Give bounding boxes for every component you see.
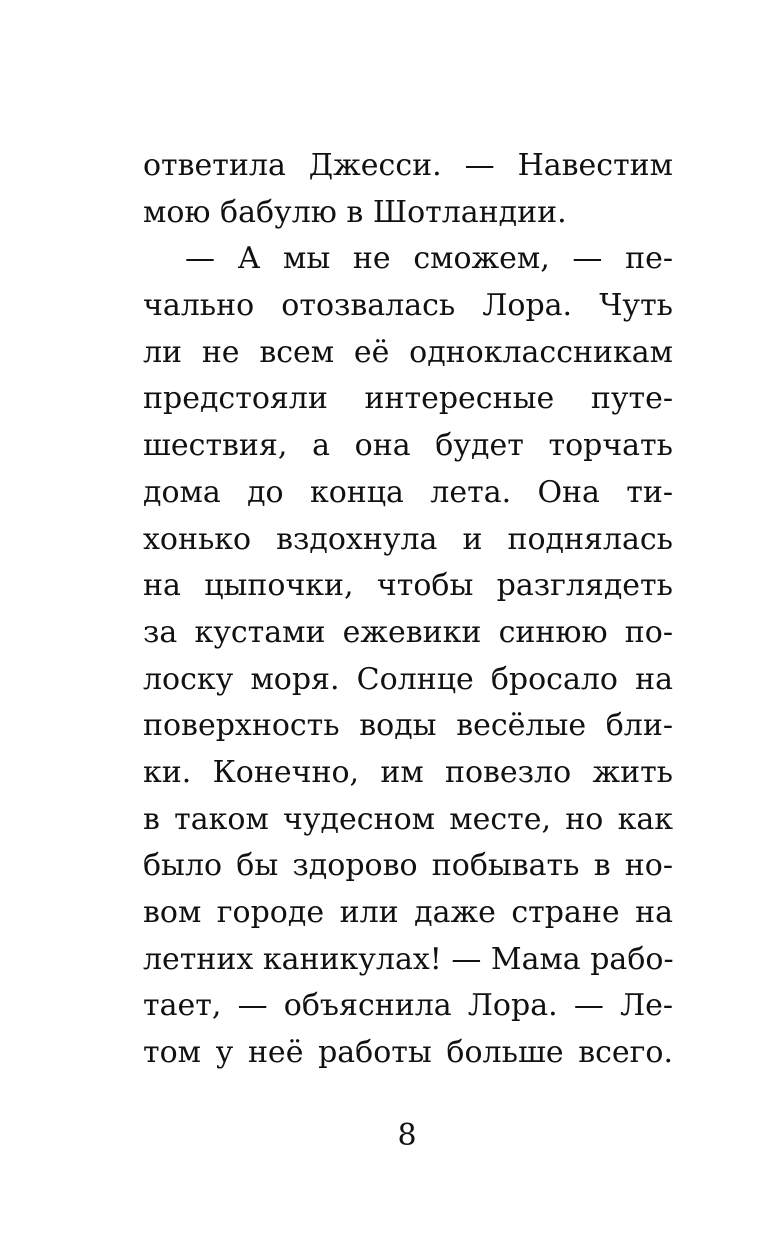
- text-line: ки. Конечно, им повезло жить: [143, 754, 673, 790]
- text-line: за кустами ежевики синюю по-: [143, 614, 673, 650]
- text-line: дома до конца лета. Она ти-: [143, 474, 673, 510]
- page-number: 8: [397, 1118, 417, 1153]
- text-line: на цыпочки, чтобы разглядеть: [143, 568, 673, 604]
- text-line: чально отозвалась Лора. Чуть: [143, 288, 673, 324]
- text-line: том у неё работы больше всего.: [143, 1035, 673, 1071]
- text-line: летних каникулах! — Мама рабо-: [143, 941, 674, 977]
- text-line: мою бабулю в Шотландии.: [143, 194, 567, 230]
- text-line: предстояли интересные путе-: [143, 381, 673, 417]
- text-line: — А мы не сможем, — пе-: [185, 241, 673, 277]
- text-line: поверхность воды весёлые бли-: [143, 708, 673, 744]
- text-line: было бы здорово побывать в но-: [143, 848, 673, 884]
- text-line: ли не всем её одноклассникам: [143, 334, 673, 370]
- text-line: шествия, а она будет торчать: [143, 428, 673, 464]
- text-line: тает, — объяснила Лора. — Ле-: [143, 988, 673, 1024]
- text-line: ответила Джесси. — Навестим: [143, 148, 673, 183]
- text-line: хонько вздохнула и поднялась: [143, 521, 673, 557]
- body-text: [143, 143, 673, 1077]
- text-line: лоску моря. Солнце бросало на: [143, 661, 673, 697]
- text-line: вом городе или даже стране на: [143, 895, 673, 930]
- text-line: в таком чудесном месте, но как: [143, 801, 673, 837]
